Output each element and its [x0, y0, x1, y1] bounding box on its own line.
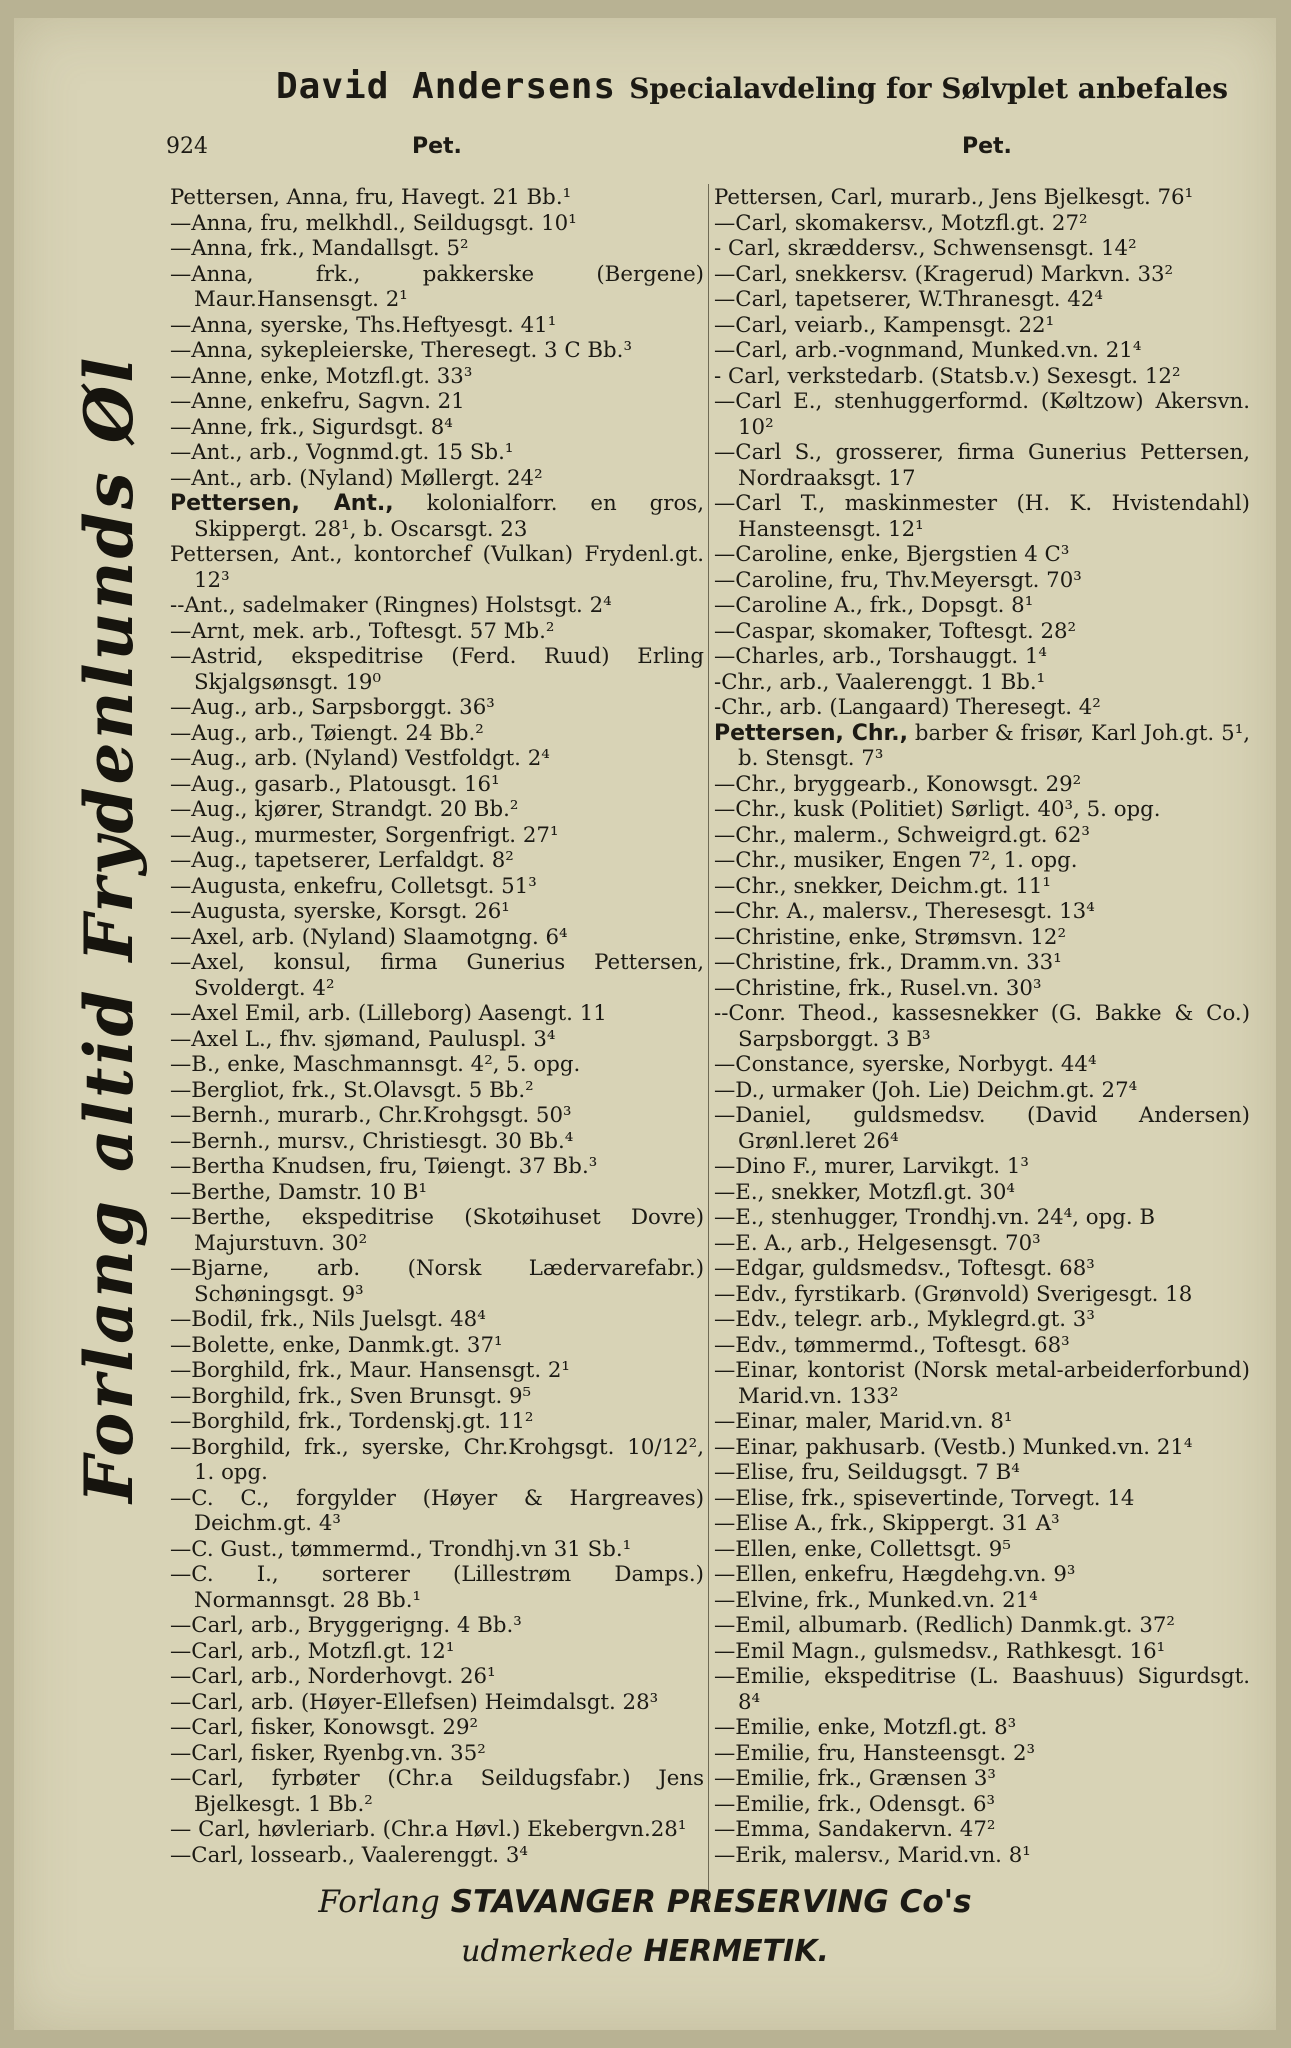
directory-entry	[170, 1384, 704, 1410]
entry-text: —Anna, fru, melkhdl., Seildugsgt. 10¹	[170, 210, 577, 236]
entry-text: —Carl T., maskinmester (H. K. Hvistendahl) Hansteensgt. 12¹	[714, 491, 1250, 542]
directory-entry	[170, 364, 704, 390]
directory-entry	[714, 1486, 1250, 1512]
directory-entry	[714, 185, 1250, 211]
entry-text: —Carl, arb., Motzfl.gt. 12¹	[170, 1638, 455, 1664]
entry-text: —Emma, Sandakervn. 47²	[714, 1817, 996, 1842]
directory-entry	[714, 1817, 1250, 1843]
entry-text: —Anna, sykepleierske, Theresegt. 3 C Bb.³	[170, 338, 632, 363]
right-column-heading: Pet.	[962, 134, 1012, 159]
directory-entry	[170, 1741, 704, 1767]
directory-entry	[170, 823, 704, 849]
directory-entry	[714, 644, 1250, 670]
entry-text: —Elvine, frk., Munked.vn. 21⁴	[714, 1587, 1038, 1613]
directory-entry	[170, 1562, 704, 1613]
entry-text: —Borghild, frk., Sven Brunsgt. 9⁵	[170, 1383, 532, 1409]
directory-entry	[170, 1001, 704, 1027]
directory-entry	[170, 185, 704, 211]
entry-text: —E., snekker, Motzfl.gt. 30⁴	[714, 1179, 1015, 1205]
directory-entry	[714, 772, 1250, 798]
entry-text: --Ant., sadelmaker (Ringnes) Holstsgt. 2⁴	[170, 593, 612, 618]
directory-entry	[714, 1154, 1250, 1180]
directory-entry	[170, 721, 704, 747]
entry-text: —Constance, syerske, Norbygt. 44⁴	[714, 1052, 1097, 1077]
entry-bold-name: Pettersen, Ant.,	[170, 491, 394, 516]
directory-entry	[170, 746, 704, 772]
directory-entry	[170, 1103, 704, 1129]
entry-text: - Carl, skræddersv., Schwensensgt. 14²	[714, 236, 1137, 261]
directory-entry	[714, 1460, 1250, 1486]
entry-text: —Borghild, frk., syerske, Chr.Krohgsgt. 10/12², 1. opg.	[170, 1434, 704, 1485]
directory-entry	[714, 287, 1250, 313]
directory-entry	[170, 1843, 704, 1869]
entry-text: —Bertha Knudsen, fru, Tøiengt. 37 Bb.³	[170, 1154, 598, 1179]
directory-entry	[170, 1664, 704, 1690]
directory-entry	[170, 848, 704, 874]
entry-text: —Emil, albumarb. (Redlich) Danmk.gt. 37²	[714, 1613, 1175, 1638]
directory-entry	[170, 1690, 704, 1716]
entry-text: —Carl, lossearb., Vaalerenggt. 3⁴	[170, 1842, 528, 1868]
directory-entry	[714, 1358, 1250, 1409]
entry-text: --Conr. Theod., kassesnekker (G. Bakke & Co.) Sarpsborggt. 3 B³	[714, 1001, 1250, 1052]
directory-entry	[714, 313, 1250, 339]
entry-text: —E. A., arb., Helgesensgt. 70³	[714, 1230, 1041, 1256]
directory-entry	[170, 1307, 704, 1333]
entry-text: —Carl, fisker, Ryenbg.vn. 35²	[170, 1740, 486, 1766]
directory-entry	[170, 925, 704, 951]
page-number: 924	[166, 134, 208, 159]
entry-text: —Aug., arb. (Nyland) Vestfoldgt. 2⁴	[170, 746, 550, 771]
directory-entry	[714, 1741, 1250, 1767]
directory-entry	[714, 1180, 1250, 1206]
entry-text: —Arnt, mek. arb., Toftesgt. 57 Mb.²	[170, 618, 555, 644]
entry-text: —Ant., arb., Vognmd.gt. 15 Sb.¹	[170, 440, 514, 465]
entry-text: —Caroline, fru, Thv.Meyersgt. 70³	[714, 567, 1082, 593]
directory-entry	[714, 976, 1250, 1002]
directory-entry	[714, 950, 1250, 976]
directory-entry	[170, 389, 704, 415]
entry-text: —Astrid, ekspeditrise (Ferd. Ruud) Erling Skjalgsønsgt. 19⁰	[170, 644, 704, 695]
entry-text: —Elise A., frk., Skippergt. 31 A³	[714, 1511, 1060, 1536]
directory-entry	[714, 1537, 1250, 1563]
entry-text: —Axel L., fhv. sjømand, Pauluspl. 3⁴	[170, 1026, 556, 1052]
top-advertisement	[276, 66, 1256, 107]
directory-entry	[170, 1027, 704, 1053]
directory-entry	[170, 1613, 704, 1639]
directory-entry	[714, 670, 1250, 696]
directory-entry	[170, 899, 704, 925]
directory-entry	[170, 1078, 704, 1104]
directory-entry	[170, 1205, 704, 1256]
entry-text: —Anna, frk., Mandallsgt. 5²	[170, 236, 469, 261]
directory-entry	[714, 1613, 1250, 1639]
entry-text: —Aug., gasarb., Platousgt. 16¹	[170, 771, 500, 797]
entry-text: —Bodil, frk., Nils Juelsgt. 48⁴	[170, 1307, 486, 1332]
directory-entry	[170, 262, 704, 313]
entry-text: —Bjarne, arb. (Norsk Lædervarefabr.) Schøningsgt. 9³	[170, 1256, 704, 1307]
entry-text: —Erik, malersv., Marid.vn. 8¹	[714, 1842, 1031, 1868]
entry-text: —Edgar, guldsmedsv., Toftesgt. 68³	[714, 1256, 1095, 1281]
entry-text: —Christine, frk., Dramm.vn. 33¹	[714, 950, 1062, 975]
directory-entry	[714, 1843, 1250, 1869]
directory-entry	[714, 1664, 1250, 1715]
entry-text: —Einar, pakhusarb. (Vestb.) Munked.vn. 21⁴	[714, 1434, 1193, 1460]
directory-entry	[714, 491, 1250, 542]
entry-text: —Caroline A., frk., Dopsgt. 8¹	[714, 593, 1034, 618]
entry-text: —Aug., kjører, Strandgt. 20 Bb.²	[170, 797, 519, 822]
entry-text: —Carl, fyrbøter (Chr.a Seildugsfabr.) Jens Bjelkesgt. 1 Bb.²	[170, 1766, 704, 1817]
entry-text: —Carl E., stenhuggerformd. (Køltzow) Akersvn. 10²	[714, 389, 1250, 440]
directory-entry	[170, 338, 704, 364]
directory-entry	[170, 619, 704, 645]
entry-text: —Chr., snekker, Deichm.gt. 11¹	[714, 873, 1051, 899]
entry-text: —Carl, arb., Norderhovgt. 26¹	[170, 1664, 496, 1689]
right-column	[714, 185, 1250, 1868]
directory-entry	[170, 491, 704, 542]
entry-text: —Carl, snekkersv. (Kragerud) Markvn. 33²	[714, 261, 1174, 287]
entry-text: —Edv., telegr. arb., Myklegrd.gt. 3³	[714, 1307, 1095, 1332]
entry-text: —Carl, tapetserer, W.Thranesgt. 42⁴	[714, 287, 1103, 312]
directory-entry	[714, 925, 1250, 951]
entry-text: —Carl, arb. (Høyer-Ellefsen) Heimdalsgt. 28³	[170, 1689, 659, 1715]
directory-entry	[170, 1639, 704, 1665]
directory-entry	[714, 542, 1250, 568]
directory-entry	[170, 695, 704, 721]
entry-text: —Ellen, enke, Collettsgt. 9⁵	[714, 1536, 1011, 1562]
entry-text: —Elise, fru, Seildugsgt. 7 B⁴	[714, 1460, 1020, 1485]
entry-text: —Aug., murmester, Sorgenfrigt. 27¹	[170, 822, 559, 848]
directory-entry	[170, 1766, 704, 1817]
directory-entry	[714, 899, 1250, 925]
directory-entry	[714, 262, 1250, 288]
entry-text: —Chr., kusk (Politiet) Sørligt. 40³, 5. opg.	[714, 797, 1161, 822]
directory-entry	[714, 1766, 1250, 1792]
entry-text: Pettersen, Anna, fru, Havegt. 21 Bb.¹	[170, 185, 572, 210]
entry-text: —Aug., arb., Sarpsborggt. 36³	[170, 695, 495, 720]
entry-text: —Christine, enke, Strømsvn. 12²	[714, 924, 1067, 950]
bottom-ad-prefix-2: udmerkede	[461, 1934, 634, 1969]
entry-text: —Carl, skomakersv., Motzfl.gt. 27²	[714, 210, 1088, 236]
entry-text: Pettersen, Carl, murarb., Jens Bjelkesgt. 76¹	[714, 185, 1194, 210]
entry-text: —Emilie, fru, Hansteensgt. 2³	[714, 1740, 1036, 1766]
directory-entry	[714, 440, 1250, 491]
directory-entry	[170, 1256, 704, 1307]
entry-text: —Aug., tapetserer, Lerfaldgt. 8²	[170, 848, 514, 873]
directory-entry	[714, 1052, 1250, 1078]
bottom-advertisement-line-1	[14, 1884, 1276, 1920]
directory-entry	[714, 1409, 1250, 1435]
entry-text: barber & frisør, Karl Joh.gt. 5¹, b. Stensgt. 7³	[738, 720, 1250, 771]
entry-text: —Einar, maler, Marid.vn. 8¹	[714, 1409, 1013, 1434]
directory-entry	[714, 1588, 1250, 1614]
banner-brand: David Andersens	[276, 66, 617, 107]
entry-text: —Carl, fisker, Konowsgt. 29²	[170, 1715, 479, 1740]
entry-text: —B., enke, Maschmannsgt. 4², 5. opg.	[170, 1052, 581, 1077]
directory-entry	[714, 1511, 1250, 1537]
directory-entry	[714, 364, 1250, 390]
bottom-ad-prefix-1: Forlang	[318, 1884, 440, 1920]
entry-text: —Anne, enkefru, Sagvn. 21	[170, 389, 465, 414]
entry-text: —Berthe, ekspeditrise (Skotøihuset Dovre) Majurstuvn. 30²	[170, 1205, 704, 1256]
directory-entry	[170, 644, 704, 695]
directory-entry	[714, 1282, 1250, 1308]
column-divider	[708, 184, 709, 1904]
directory-entry	[714, 1078, 1250, 1104]
directory-entry	[714, 593, 1250, 619]
entry-text: —Ant., arb. (Nyland) Møllergt. 24²	[170, 465, 543, 491]
directory-entry	[714, 1205, 1250, 1231]
entry-text: —Emilie, frk., Odensgt. 6³	[714, 1791, 996, 1817]
directory-entry	[714, 1333, 1250, 1359]
directory-entry	[170, 1715, 704, 1741]
directory-entry	[170, 1129, 704, 1155]
directory-entry	[714, 1715, 1250, 1741]
entry-text: —Anna, frk., pakkerske (Bergene) Maur.Hansensgt. 2¹	[170, 261, 704, 312]
entry-text: —Emilie, ekspeditrise (L. Baashuus) Sigurdsgt. 8⁴	[714, 1664, 1250, 1715]
directory-entry	[714, 695, 1250, 721]
entry-text: —Borghild, frk., Tordenskj.gt. 11²	[170, 1409, 534, 1434]
directory-entry	[170, 593, 704, 619]
directory-entry	[714, 1307, 1250, 1333]
entry-text: —Axel, arb. (Nyland) Slaamotgng. 6⁴	[170, 924, 568, 950]
entry-text: —Augusta, syerske, Korsgt. 26¹	[170, 899, 510, 924]
entry-text: —Emil Magn., gulsmedsv., Rathkesgt. 16¹	[714, 1638, 1166, 1664]
directory-entry	[170, 1486, 704, 1537]
entry-text: —Carl, arb.-vognmand, Munked.vn. 21⁴	[714, 338, 1142, 363]
entry-text: —Chr., musiker, Engen 7², 1. opg.	[714, 848, 1078, 873]
entry-text: —Axel, konsul, firma Gunerius Pettersen, Svoldergt. 4²	[170, 950, 704, 1001]
entry-text: —Augusta, enkefru, Colletsgt. 51³	[170, 873, 537, 899]
entry-text: —Emilie, frk., Grænsen 3³	[714, 1766, 996, 1791]
directory-entry	[714, 1103, 1250, 1154]
entry-text: —Emilie, enke, Motzfl.gt. 8³	[714, 1715, 1017, 1740]
bottom-ad-product: HERMETIK.	[643, 1934, 829, 1969]
directory-entry	[714, 1792, 1250, 1818]
entry-text: —Aug., arb., Tøiengt. 24 Bb.²	[170, 720, 484, 746]
directory-entry	[170, 236, 704, 262]
directory-page	[14, 18, 1276, 2030]
entry-text: —Dino F., murer, Larvikgt. 1³	[714, 1154, 1029, 1179]
entry-text: —C. I., sorterer (Lillestrøm Damps.) Normannsgt. 28 Bb.¹	[170, 1562, 704, 1613]
entry-text: —Bernh., murarb., Chr.Krohgsgt. 50³	[170, 1103, 572, 1128]
directory-entry	[714, 874, 1250, 900]
directory-entry	[714, 1639, 1250, 1665]
entry-text: —Carl S., grosserer, firma Gunerius Pettersen, Nordraaksgt. 17	[714, 440, 1250, 491]
directory-entry	[714, 211, 1250, 237]
directory-entry	[170, 1358, 704, 1384]
entry-text: —Edv., fyrstikarb. (Grønvold) Sverigesgt. 18	[714, 1281, 1193, 1307]
entry-text: —Carl, veiarb., Kampensgt. 22¹	[714, 312, 1055, 338]
directory-entry	[170, 313, 704, 339]
directory-entry	[714, 1231, 1250, 1257]
directory-entry	[714, 389, 1250, 440]
entry-text: —Bergliot, frk., St.Olavsgt. 5 Bb.²	[170, 1077, 534, 1103]
entry-text: —Chr., malerm., Schweigrd.gt. 62³	[714, 822, 1090, 848]
entry-text: —C. C., forgylder (Høyer & Hargreaves) Deichm.gt. 4³	[170, 1485, 704, 1536]
directory-entry	[714, 568, 1250, 594]
entry-text: —D., urmaker (Joh. Lie) Deichm.gt. 27⁴	[714, 1077, 1138, 1103]
entry-text: —Elise, frk., spisevertinde, Torvegt. 14	[714, 1485, 1135, 1511]
directory-entry	[170, 1333, 704, 1359]
directory-entry	[714, 1001, 1250, 1052]
entry-text: — Carl, høvleriarb. (Chr.a Høvl.) Ekebergvn.28¹	[170, 1817, 687, 1842]
entry-text: —Caspar, skomaker, Toftesgt. 28²	[714, 618, 1077, 644]
entry-text: -Chr., arb., Vaalerenggt. 1 Bb.¹	[714, 669, 1046, 695]
left-column-heading: Pet.	[412, 134, 462, 159]
side-advertisement: Forlang altid Frydenlunds Øl	[70, 354, 148, 1503]
directory-entry	[170, 874, 704, 900]
entry-text: —Chr. A., malersv., Theresesgt. 13⁴	[714, 899, 1095, 924]
entry-text: —Carl, arb., Bryggerigng. 4 Bb.³	[170, 1613, 522, 1638]
directory-entry	[714, 823, 1250, 849]
entry-text: —Christine, frk., Rusel.vn. 30³	[714, 975, 1042, 1001]
directory-entry	[714, 1562, 1250, 1588]
entry-text: —Caroline, enke, Bjergstien 4 C³	[714, 542, 1070, 567]
directory-entry	[170, 1409, 704, 1435]
directory-entry	[170, 1154, 704, 1180]
bottom-ad-company: STAVANGER PRESERVING Co's	[450, 1884, 972, 1920]
directory-entry	[714, 236, 1250, 262]
banner-text: Specialavdeling for Sølvplet anbefales	[629, 72, 1229, 105]
directory-entry	[170, 1180, 704, 1206]
directory-entry	[714, 797, 1250, 823]
entry-text: —Anna, syerske, Ths.Heftyesgt. 41¹	[170, 312, 557, 338]
directory-entry	[714, 619, 1250, 645]
entry-text: kolonialforr. en gros, Skippergt. 28¹, b. Oscarsgt. 23	[194, 491, 704, 542]
directory-entry	[714, 1435, 1250, 1461]
directory-entry	[170, 950, 704, 1001]
directory-entry	[170, 542, 704, 593]
directory-entry	[170, 466, 704, 492]
entry-text: -Chr., arb. (Langaard) Theresegt. 4²	[714, 695, 1101, 720]
bottom-advertisement-line-2	[14, 1934, 1276, 1969]
directory-entry	[714, 848, 1250, 874]
entry-bold-name: Pettersen, Chr.,	[714, 720, 908, 746]
directory-entry	[170, 1537, 704, 1563]
entry-text: - Carl, verkstedarb. (Statsb.v.) Sexesgt. 12²	[714, 363, 1181, 389]
entry-text: —Ellen, enkefru, Hægdehg.vn. 9³	[714, 1562, 1076, 1587]
entry-text: —Borghild, frk., Maur. Hansensgt. 2¹	[170, 1358, 570, 1383]
entry-text: —Bolette, enke, Danmk.gt. 37¹	[170, 1332, 503, 1358]
entry-text: —Einar, kontorist (Norsk metal-arbeiderforbund) Marid.vn. 133²	[714, 1358, 1250, 1409]
directory-entry	[714, 721, 1250, 772]
entry-text: —Berthe, Damstr. 10 B¹	[170, 1179, 428, 1205]
entry-text: Pettersen, Ant., kontorchef (Vulkan) Frydenl.gt. 12³	[170, 542, 704, 593]
entry-text: —Edv., tømmermd., Toftesgt. 68³	[714, 1332, 1070, 1358]
entry-text: —Charles, arb., Torshauggt. 1⁴	[714, 644, 1047, 669]
directory-entry	[714, 338, 1250, 364]
entry-text: —Axel Emil, arb. (Lilleborg) Aasengt. 11	[170, 1001, 607, 1026]
directory-entry	[170, 797, 704, 823]
directory-entry	[170, 1435, 704, 1486]
directory-entry	[170, 1817, 704, 1843]
directory-entry	[170, 772, 704, 798]
entry-text: —Anne, frk., Sigurdsgt. 8⁴	[170, 414, 453, 440]
directory-entry	[170, 440, 704, 466]
entry-text: —E., stenhugger, Trondhj.vn. 24⁴, opg. B	[714, 1205, 1156, 1230]
directory-entry	[170, 1052, 704, 1078]
directory-entry	[170, 211, 704, 237]
left-column	[170, 185, 704, 1868]
entry-text: —Chr., bryggearb., Konowsgt. 29²	[714, 771, 1082, 797]
entry-text: —Daniel, guldsmedsv. (David Andersen) Grønl.leret 26⁴	[714, 1103, 1250, 1154]
entry-text: —Bernh., mursv., Christiesgt. 30 Bb.⁴	[170, 1128, 574, 1154]
entry-text: —C. Gust., tømmermd., Trondhj.vn 31 Sb.¹	[170, 1536, 632, 1562]
directory-entry	[170, 415, 704, 441]
directory-entry	[714, 1256, 1250, 1282]
entry-text: —Anne, enke, Motzfl.gt. 33³	[170, 363, 473, 389]
